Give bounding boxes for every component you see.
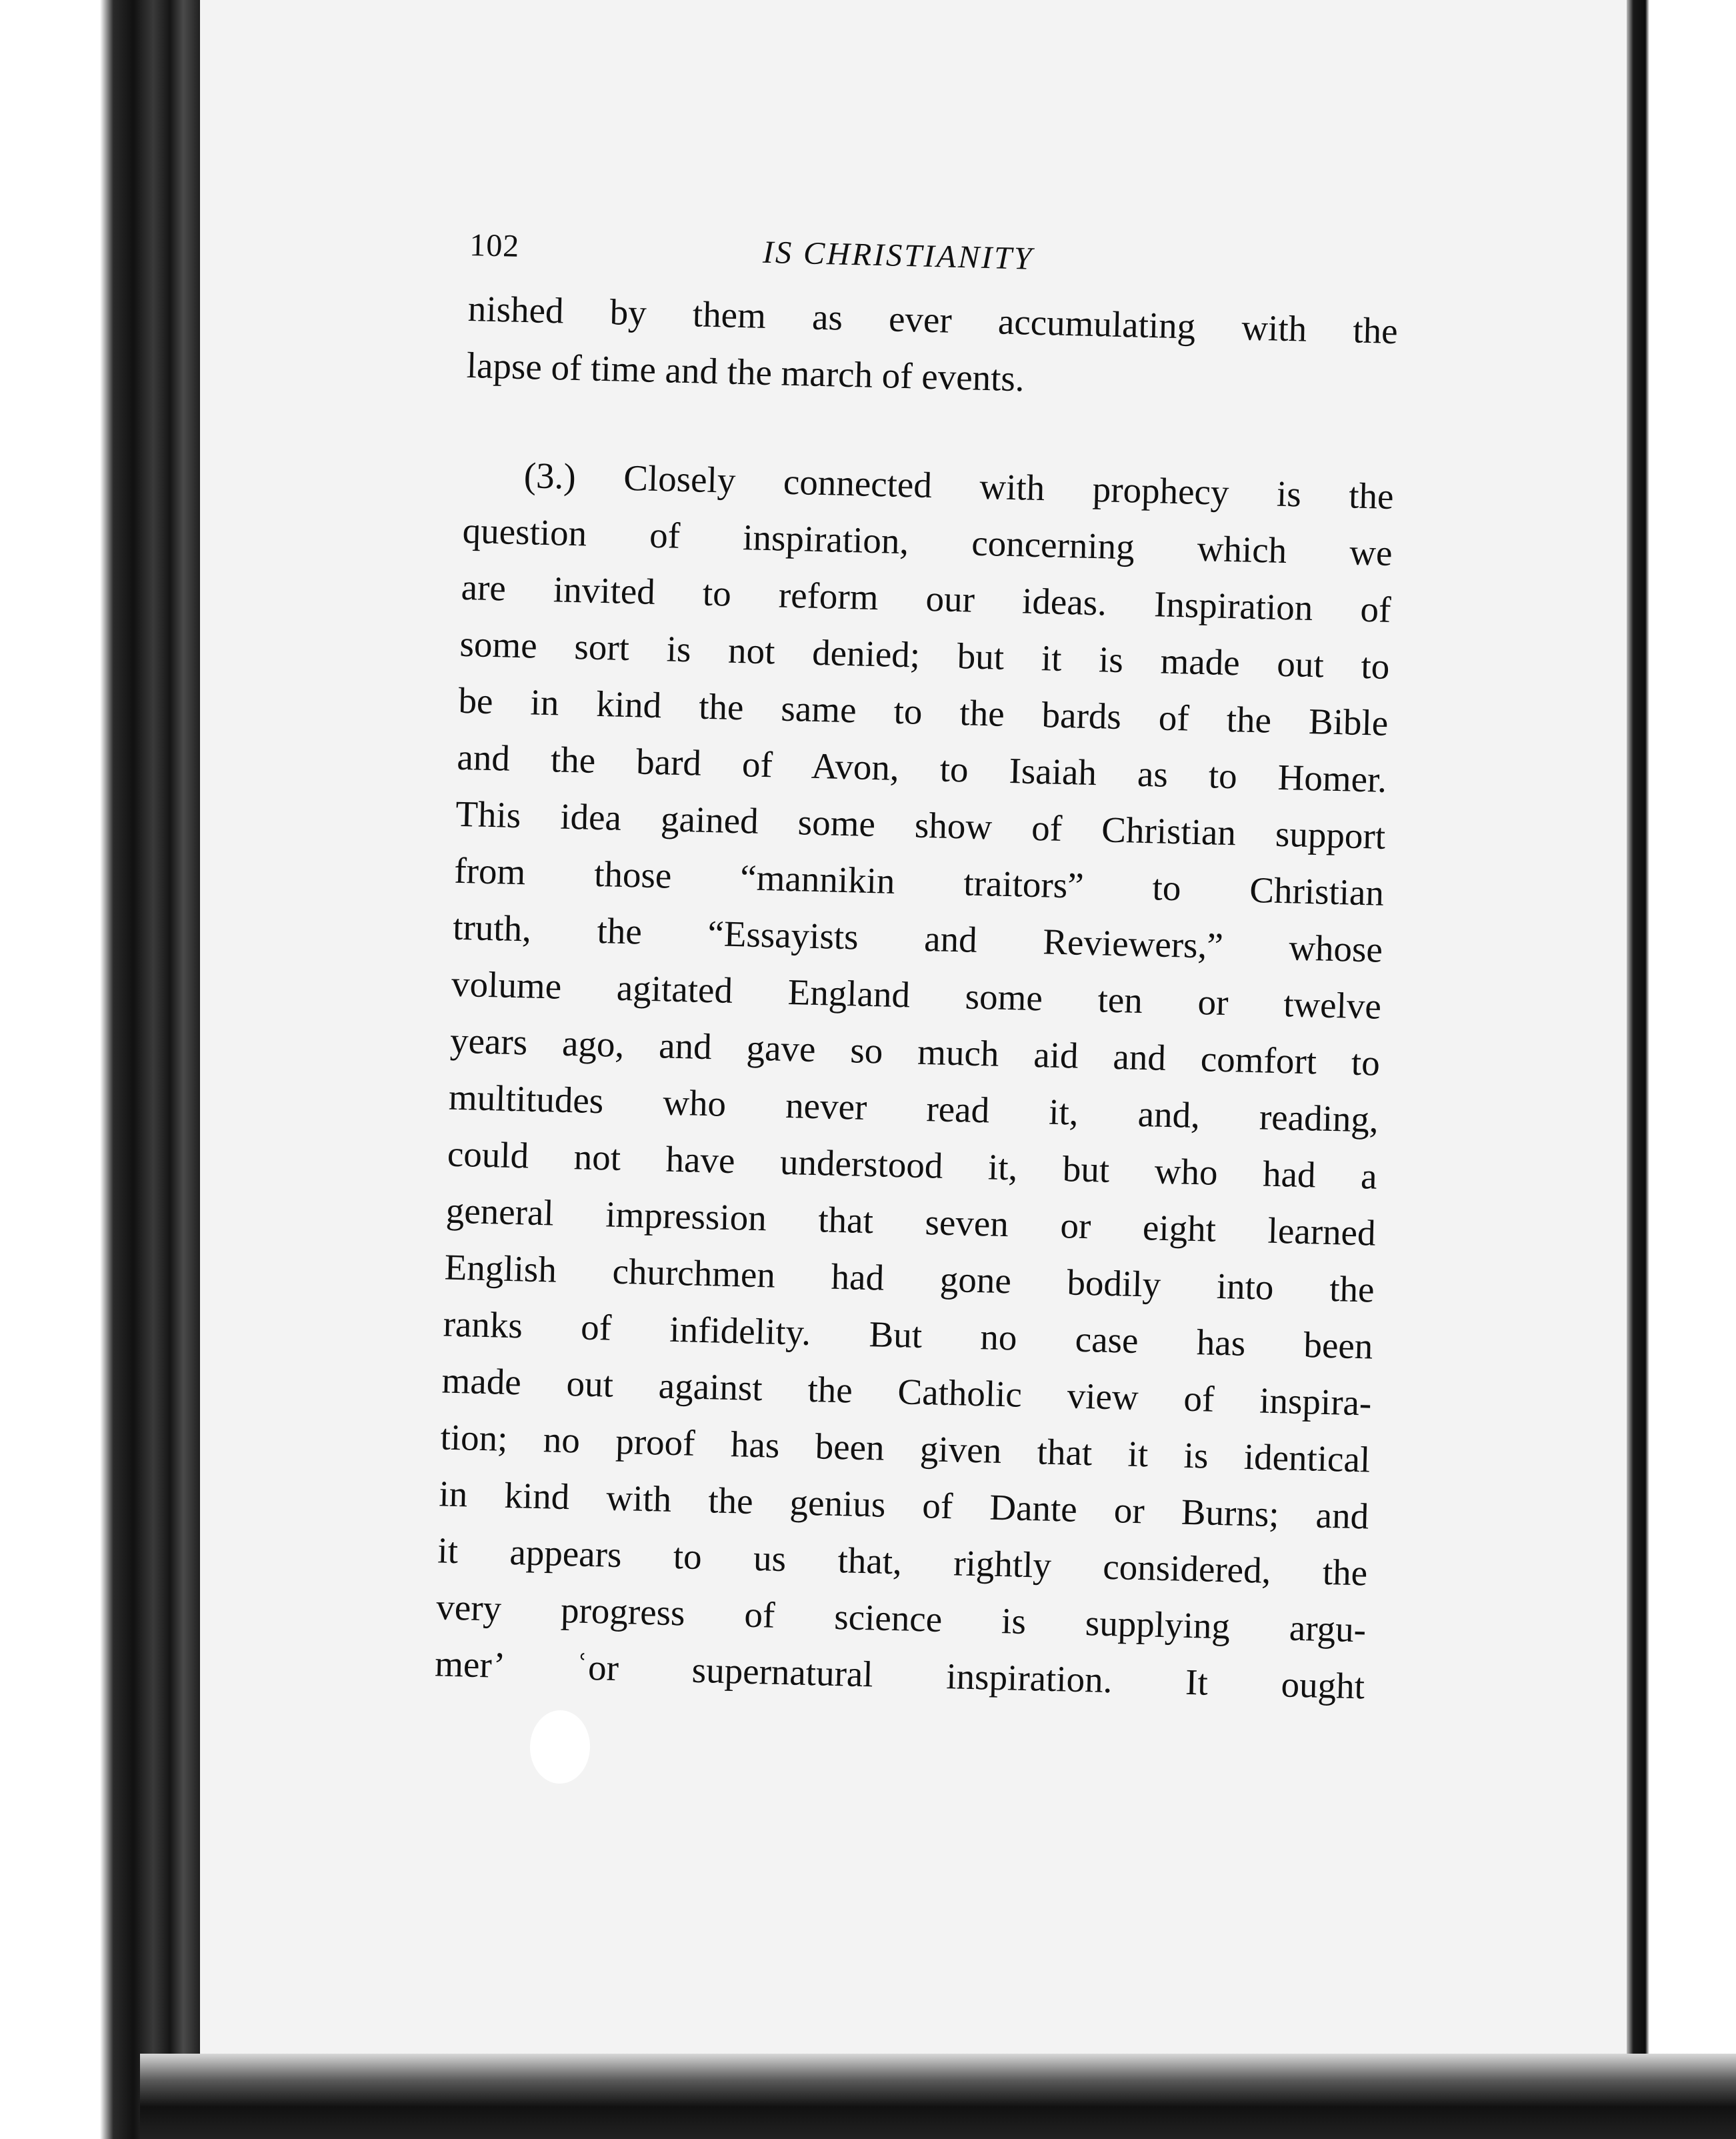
text-line: (3.) Closely connected with prophecy is the [523, 455, 1395, 517]
text-line: are invited to reform our ideas. Inspiration of [461, 566, 1392, 630]
text-line: in kind with the genius of Dante or Burns; and [438, 1473, 1369, 1537]
text-block [434, 227, 1399, 1714]
paragraph-inspiration [434, 445, 1394, 1715]
text-line: volume agitated England some ten or twelve [451, 963, 1382, 1027]
page-bottom-edge [140, 2054, 1736, 2139]
text-line: be in kind the same to the bards of the Bible [457, 679, 1389, 743]
text-line: years ago, and gave so much aid and comfort to [449, 1019, 1381, 1084]
page-right-edge [1627, 0, 1649, 2139]
text-line: mer’ ʿor supernatural inspiration. It ought [434, 1643, 1365, 1707]
text-line: This idea gained some show of Christian support [455, 793, 1386, 857]
text-line: and the bard of Avon, to Isaiah as to Homer. [456, 736, 1387, 800]
text-line: it appears to us that, rightly considered, the [437, 1530, 1368, 1594]
text-line: nished by them as ever accumulating with the [467, 287, 1399, 352]
text-line: made out against the Catholic view of inspira- [441, 1360, 1373, 1424]
text-line: very progress of science is supplying argu- [435, 1586, 1367, 1650]
book-spine-edge [0, 0, 220, 2139]
text-line: some sort is not denied; but it is made out to [459, 623, 1391, 687]
text-line: could not have understood it, but who had a [447, 1133, 1378, 1197]
text-line: question of inspiration, concerning which we [462, 509, 1393, 573]
text-line: multitudes who never read it, and, reading, [448, 1076, 1379, 1140]
text-line: tion; no proof has been given that it is identical [439, 1416, 1371, 1480]
text-line: English churchmen had gone bodily into the [444, 1246, 1375, 1310]
text-line: lapse of time and the march of events. [466, 344, 1025, 399]
text-line: ranks of infidelity. But no case has been [443, 1303, 1374, 1367]
paragraph-continued [466, 280, 1399, 416]
text-line: general impression that seven or eight learned [445, 1190, 1377, 1254]
text-line: truth, the “Essayists and Reviewers,” whose [452, 906, 1383, 970]
page-number: 102 [469, 227, 520, 264]
text-line: from those “mannikin traitors” to Christian [453, 849, 1385, 913]
running-title: IS CHRISTIANITY [762, 234, 1035, 277]
